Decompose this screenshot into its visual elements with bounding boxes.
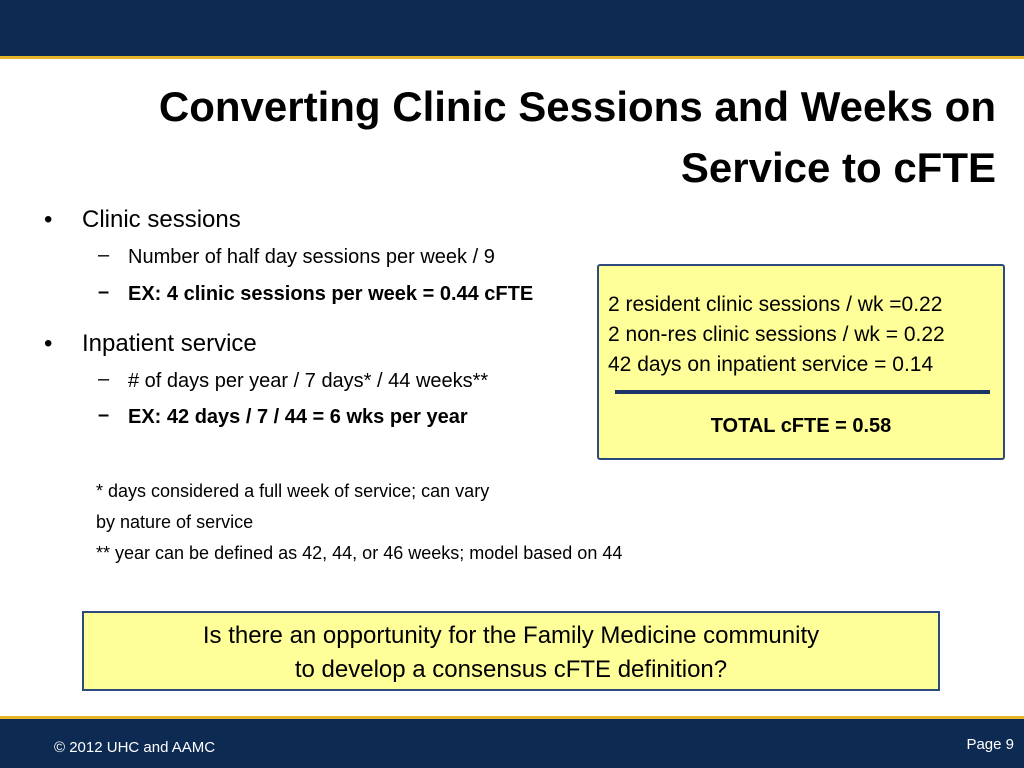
sub-bullet-text: # of days per year / 7 days* / 44 weeks** xyxy=(128,370,489,392)
sub-bullet-text: Number of half day sessions per week / 9 xyxy=(128,246,495,268)
footnote: ** year can be defined as 42, 44, or 46 weeks; model based on 44 xyxy=(96,543,623,563)
footnote: * days considered a full week of service; can vary xyxy=(96,481,490,501)
slide-title xyxy=(96,76,996,198)
header-bar xyxy=(0,0,1024,59)
bullet-icon: • xyxy=(44,206,53,233)
calc-line: 42 days on inpatient service = 0.14 xyxy=(608,353,934,376)
dash-icon: – xyxy=(98,368,110,390)
question-line-1: Is there an opportunity for the Family Medicine community xyxy=(202,622,820,649)
copyright-text: © 2012 UHC and AAMC xyxy=(54,739,216,756)
footnote: by nature of service xyxy=(96,512,254,532)
bullet-icon: • xyxy=(44,330,53,357)
calc-line: 2 resident clinic sessions / wk =0.22 xyxy=(608,293,943,316)
dash-icon: – xyxy=(98,244,110,266)
slide-title-line-2: Service to cFTE xyxy=(680,144,996,191)
bullet-label: Clinic sessions xyxy=(82,206,241,233)
cfte-calculation-box xyxy=(597,264,1005,460)
page-number: Page 9 xyxy=(966,736,1014,753)
question-line-2: to develop a consensus cFTE definition? xyxy=(294,656,728,683)
sub-bullet-text: EX: 4 clinic sessions per week = 0.44 cFTE xyxy=(128,283,534,305)
slide-title-line-1: Converting Clinic Sessions and Weeks on xyxy=(158,83,996,130)
dash-icon: – xyxy=(98,281,110,303)
sub-bullet-text: EX: 42 days / 7 / 44 = 6 wks per year xyxy=(128,406,468,428)
dash-icon: – xyxy=(98,404,110,426)
calc-divider xyxy=(615,390,990,394)
question-box xyxy=(82,611,940,691)
calc-line: 2 non-res clinic sessions / wk = 0.22 xyxy=(608,323,945,346)
calc-total: TOTAL cFTE = 0.58 xyxy=(710,415,892,437)
bullet-label: Inpatient service xyxy=(82,330,257,357)
